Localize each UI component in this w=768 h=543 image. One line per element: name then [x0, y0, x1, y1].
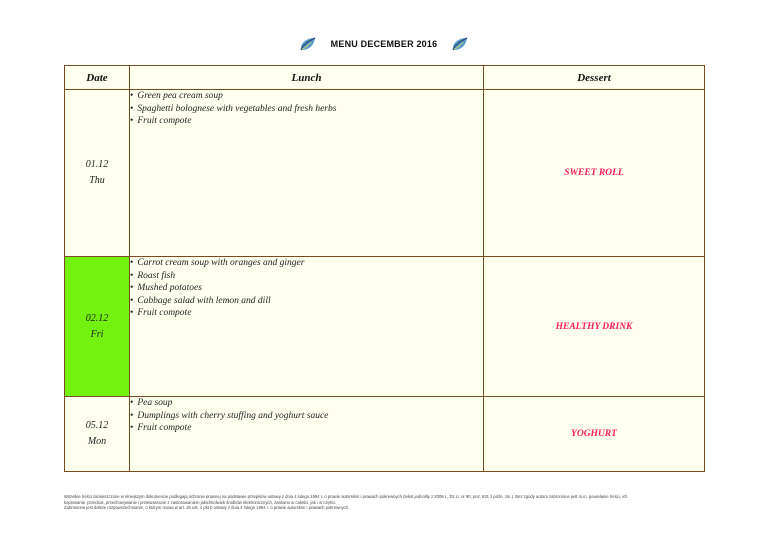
dish-item: • Carrot cream soup with oranges and ginger	[130, 257, 483, 270]
dish-item: • Fruit compote	[130, 115, 483, 128]
dish-list	[130, 90, 483, 128]
date-value: 01.12	[85, 159, 109, 170]
day-value: Thu	[89, 175, 105, 186]
dish-list	[130, 397, 483, 435]
table-row	[65, 257, 705, 397]
dish-item: • Fruit compote	[130, 422, 483, 435]
dish-list	[130, 257, 483, 320]
dish-item: • Cabbage salad with lemon and dill	[130, 295, 483, 308]
lunch-cell	[130, 397, 484, 472]
date-cell	[65, 90, 130, 257]
lunch-cell	[130, 90, 484, 257]
footer-line: Zabronione jest dalsze rozpowszechnianie, o którym mowa w art. 25 ust. 1 pkt b ustawy z dnia 4 lutego 1994 r. o prawie autorskim i prawach pokrewnych.	[64, 505, 350, 510]
date-value: 05.12	[85, 420, 109, 431]
dish-item: • Dumplings with cherry stuffing and yoghurt sauce	[130, 410, 483, 423]
date-cell	[65, 397, 130, 472]
date-cell	[65, 257, 130, 397]
page-title: MENU DECEMBER 2016	[330, 39, 438, 49]
menu-table	[64, 65, 705, 472]
dish-item: • Green pea cream soup	[130, 90, 483, 103]
table-row	[65, 90, 705, 257]
dessert-cell: SWEET ROLL	[484, 90, 705, 257]
header	[0, 33, 768, 55]
column-header-dessert: Dessert	[484, 66, 705, 90]
dish-item: • Pea soup	[130, 397, 483, 410]
footer-line: kopiowanie, przedruk, przechowywanie i przetwarzanie z zastosowaniem jakichkolwiek środków elektronicznych, zarówno w całości, jak i w części.	[64, 499, 337, 505]
table-header-row	[65, 66, 705, 90]
column-header-date: Date	[65, 66, 130, 90]
dish-item: • Roast fish	[130, 270, 483, 283]
dish-item: • Spaghetti bolognese with vegetables and fresh herbs	[130, 103, 483, 116]
dessert-cell: HEALTHY DRINK	[484, 257, 705, 397]
footer-line: Wszelkie treści zamieszczone w niniejszym dokumencie podlegają ochronie prawnej na podstawie przepisów ustawy z dnia 4 lutego 1994 r. o prawie autorskim i prawach pokrewnych (tekst jednolity z 2006 r., Dz.U. nr 90, poz. 631 z późn. zm.). Bez zgody autora zabronione jest m.in. powielanie treści, ich	[64, 494, 628, 499]
lunch-cell	[130, 257, 484, 397]
day-value: Mon	[87, 436, 107, 447]
dish-item: • Fruit compote	[130, 307, 483, 320]
copyright-footer	[64, 494, 704, 511]
date-value: 02.12	[85, 312, 109, 324]
dish-item: • Mushed potatoes	[130, 282, 483, 295]
column-header-lunch: Lunch	[130, 66, 484, 90]
leaf-icon	[451, 36, 469, 52]
dessert-cell: YOGHURT	[484, 397, 705, 472]
table-row	[65, 397, 705, 472]
leaf-icon	[299, 36, 317, 52]
day-value: Fri	[90, 328, 104, 340]
